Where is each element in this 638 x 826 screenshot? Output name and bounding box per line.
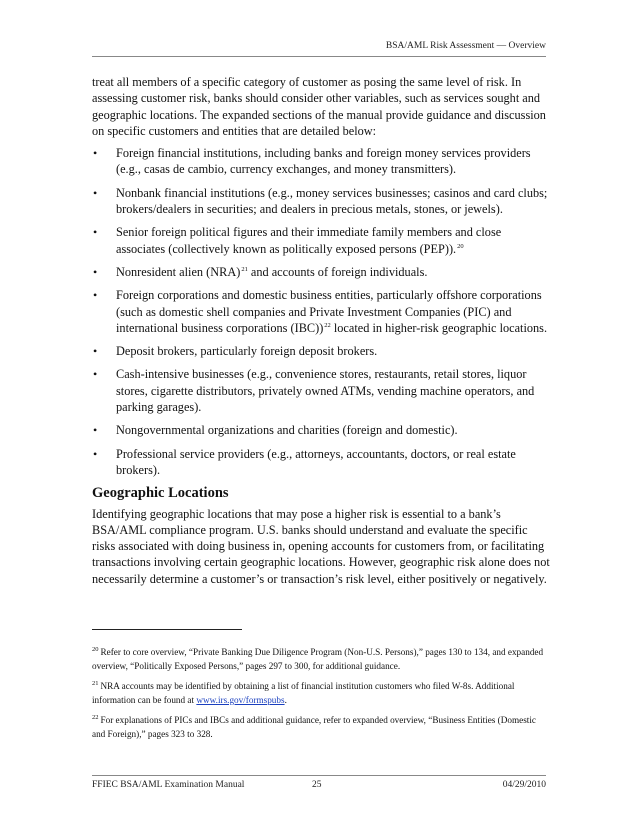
customer-category-list [92, 145, 552, 478]
footnote-number: 21 [92, 680, 99, 687]
footnote-text: NRA accounts may be identified by obtaining a list of financial institution customers who filed W-8s. Additional information can be found at [92, 681, 515, 705]
list-item-text: Senior foreign political figures and their immediate family members and close associates (collectively known as politically exposed persons (PEP)). [116, 225, 502, 256]
bullet-icon: • [93, 367, 98, 382]
footnote-22 [92, 713, 550, 741]
list-item-text-cont: located in higher-risk geographic locations. [330, 320, 548, 335]
page-number: 25 [312, 780, 322, 790]
list-item-text: Nonbank financial institutions (e.g., money services businesses; casinos and card clubs; brokers/dealers in securities; and dealers in precious metals, stones, or jewels). [116, 185, 548, 217]
list-item [92, 366, 552, 415]
bullet-icon: • [93, 264, 98, 279]
footnote-text: For explanations of PICs and IBCs and additional guidance, refer to expanded overview, “Business Entities (Domestic and Foreign),” pages 323 to 328. [92, 715, 536, 739]
list-item [92, 343, 552, 359]
list-item-text: Foreign corporations and domestic business entities, particularly offshore corporations (such as domestic shell companies and Private Investment Companies (PIC) and international business corporations (IBC)) [116, 288, 542, 335]
list-item-text: Nongovernmental organizations and charities (foreign and domestic). [116, 423, 458, 438]
list-item-text: Deposit brokers, particularly foreign deposit brokers. [116, 344, 378, 359]
section-paragraph: Identifying geographic locations that may pose a higher risk is essential to a bank’s BSA/AML compliance program. U.S. banks should understand and evaluate the specific risks associated with doing business in, opening accounts for customers from, or facilitating transactions involving certain geographic locations. However, geographic risk alone does not necessarily determine a customer’s or transaction’s risk level, either positively or negatively. [92, 506, 550, 586]
list-item [92, 185, 552, 218]
footnote-text: Refer to core overview, “Private Banking Due Diligence Program (Non-U.S. Persons),” pages 130 to 134, and expanded overview, “Politically Exposed Persons,” pages 297 to 300, for additional guidance. [92, 647, 544, 671]
footer-manual-title: FFIEC BSA/AML Examination Manual [92, 780, 245, 790]
footnote-21 [92, 679, 550, 707]
footnote-divider [92, 629, 242, 630]
running-header: BSA/AML Risk Assessment — Overview [385, 41, 546, 51]
footer-date: 04/29/2010 [502, 780, 546, 790]
bullet-icon: • [93, 146, 98, 161]
footnotes [92, 645, 550, 747]
irs-forms-link[interactable]: www.irs.gov/formspubs [196, 695, 285, 705]
bullet-icon: • [93, 446, 98, 461]
footnote-20 [92, 645, 550, 673]
list-item-text: Nonresident alien (NRA) [116, 264, 241, 279]
list-item [92, 422, 552, 438]
list-item [92, 264, 552, 280]
page-body [92, 74, 552, 587]
bullet-icon: • [93, 185, 98, 200]
section-heading: Geographic Locations [92, 485, 229, 502]
list-item-text: Foreign financial institutions, including banks and foreign money services providers (e.g., casas de cambio, currency exchanges, and money transmitters). [116, 146, 531, 177]
list-item-text-cont: and accounts of foreign individuals. [247, 264, 428, 279]
footnote-ref-21[interactable]: 21 [241, 265, 248, 273]
footnote-text-end: . [284, 695, 287, 705]
list-item [92, 145, 552, 178]
list-item-text: Professional service providers (e.g., attorneys, accountants, doctors, or real estate brokers). [116, 446, 516, 477]
bullet-icon: • [93, 423, 98, 438]
footnote-ref-22[interactable]: 22 [324, 321, 331, 329]
bullet-icon: • [93, 344, 98, 359]
footer-divider [92, 775, 546, 776]
header-divider [92, 56, 546, 57]
list-item-text: Cash-intensive businesses (e.g., convenience stores, restaurants, retail stores, liquor stores, cigarette distributors, privately owned ATMs, vending machine operators, and parking garages). [116, 367, 535, 415]
footnote-ref-20[interactable]: 20 [457, 242, 464, 250]
intro-paragraph: treat all members of a specific category of customer as posing the same level of risk. In assessing customer risk, banks should consider other variables, such as services sought and geographic locations. The expanded sections of the manual provide guidance and discussion on specific customers and entities that are detailed below: [92, 75, 546, 138]
bullet-icon: • [93, 288, 98, 303]
list-item [92, 224, 552, 257]
footnote-number: 20 [92, 646, 99, 653]
list-item [92, 287, 552, 336]
footnote-number: 22 [92, 714, 99, 721]
bullet-icon: • [93, 225, 98, 240]
list-item [92, 446, 552, 479]
